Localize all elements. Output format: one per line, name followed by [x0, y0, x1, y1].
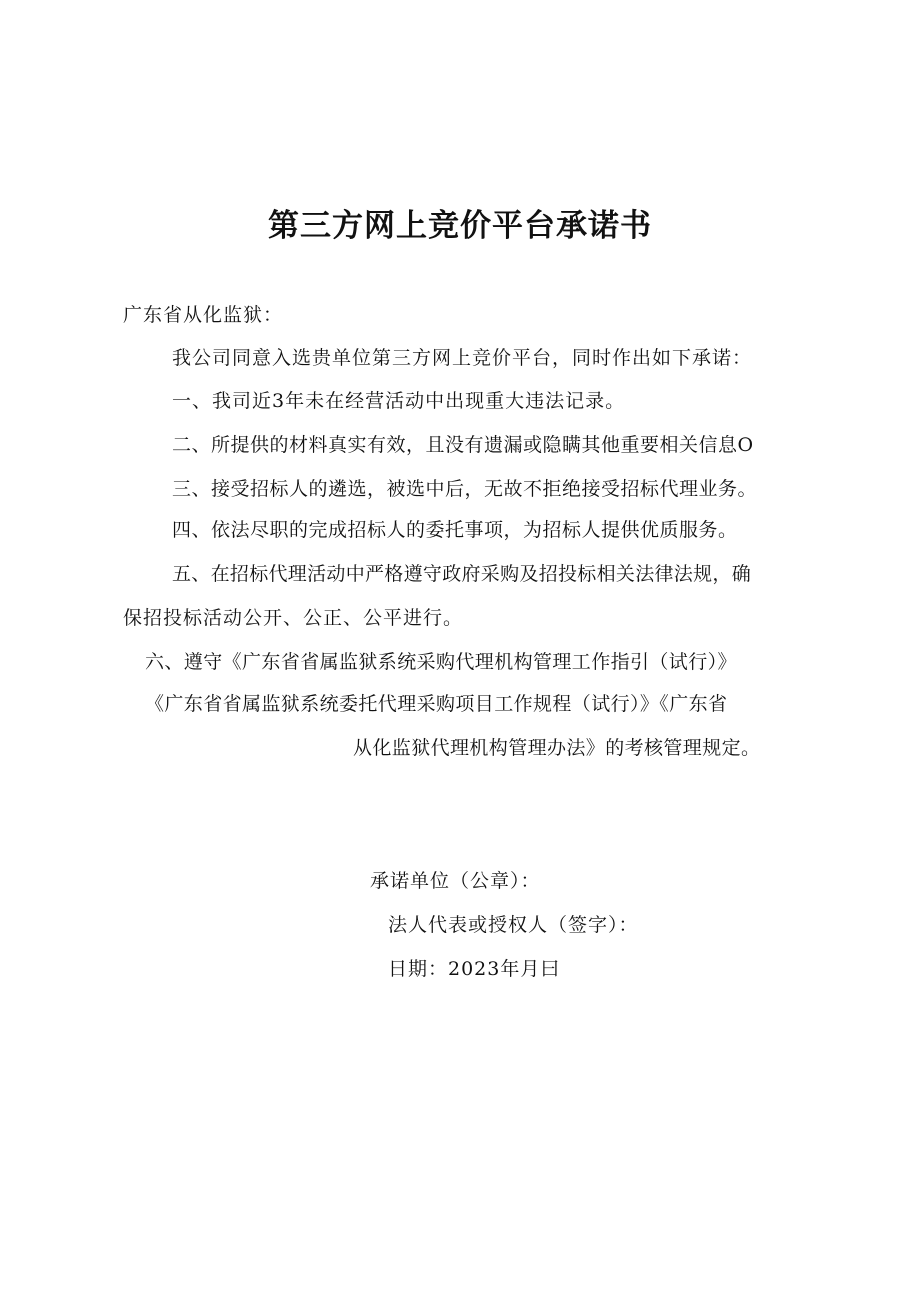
signature-unit: 承诺单位（公章）：	[370, 870, 541, 892]
document-title: 第三方网上竞价平台承诺书	[268, 208, 652, 244]
signature-date: 日期：2023年月曰	[388, 958, 561, 980]
signature-representative: 法人代表或授权人（签字）：	[388, 914, 639, 936]
commitment-item-6-line-3: 从化监狱代理机构管理办法》的考核管理规定。	[353, 737, 761, 759]
commitment-item-3: 三、接受招标人的遴选，被选中后，无故不拒绝接受招标代理业务。	[172, 478, 758, 500]
commitment-item-6-line-2: 《广东省省属监狱系统委托代理采购项目工作规程（试行）》《广东省	[145, 693, 728, 715]
commitment-item-1: 一、我司近3年未在经营活动中出现重大违法记录。	[172, 390, 626, 412]
commitment-item-5-line-2: 保招投标活动公开、公正、公平进行。	[123, 607, 464, 629]
commitment-item-2: 二、所提供的材料真实有效，且没有遗漏或隐瞒其他重要相关信息O	[172, 434, 754, 456]
salutation: 广东省从化监狱：	[123, 304, 284, 326]
intro-paragraph: 我公司同意入选贵单位第三方网上竞价平台，同时作出如下承诺：	[172, 347, 753, 369]
commitment-item-4: 四、依法尽职的完成招标人的委托事项，为招标人提供优质服务。	[172, 519, 738, 541]
commitment-item-5-line-1: 五、在招标代理活动中严格遵守政府采购及招投标相关法律法规，确	[172, 563, 752, 585]
commitment-item-6-line-1: 六、遵守《广东省省属监狱系统采购代理机构管理工作指引（试行）》	[145, 651, 737, 673]
